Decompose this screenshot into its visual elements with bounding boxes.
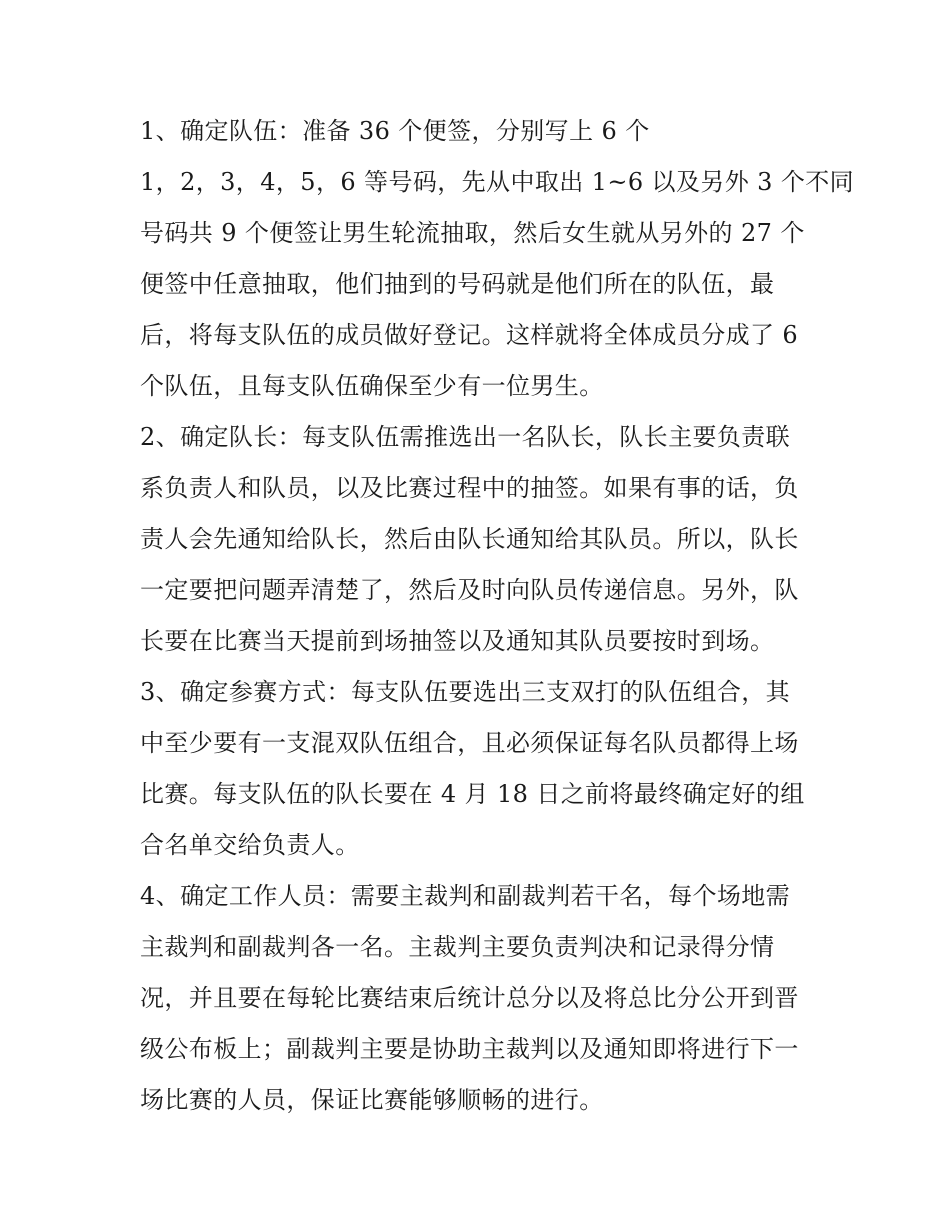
text-line: 系负责人和队员，以及比赛过程中的抽签。如果有事的话，负 [140,474,799,502]
text-line: 主裁判和副裁判各一名。主裁判主要负责判决和记录得分情 [140,933,775,961]
text-line: 1，2，3，4，5，6 等号码，先从中取出 1~6 以及另外 3 个不同 [140,168,855,196]
text-line: 3、确定参赛方式：每支队伍要选出三支双打的队伍组合，其 [140,678,791,706]
text-line: 2、确定队长：每支队伍需推选出一名队长，队长主要负责联 [140,423,791,451]
text-line: 场比赛的人员，保证比赛能够顺畅的进行。 [140,1086,604,1114]
text-line: 便签中任意抽取，他们抽到的号码就是他们所在的队伍，最 [140,270,775,298]
text-line: 比赛。每支队伍的队长要在 4 月 18 日之前将最终确定好的组 [140,780,805,808]
text-line: 1、确定队伍：准备 36 个便签，分别写上 6 个 [140,117,650,145]
text-line: 后，将每支队伍的成员做好登记。这样就将全体成员分成了 6 [140,321,799,349]
text-line: 长要在比赛当天提前到场抽签以及通知其队员要按时到场。 [140,627,775,655]
text-line: 4、确定工作人员：需要主裁判和副裁判若干名，每个场地需 [140,882,791,910]
text-line: 合名单交给负责人。 [140,831,360,859]
text-line: 级公布板上；副裁判主要是协助主裁判以及通知即将进行下一 [140,1035,799,1063]
text-line: 中至少要有一支混双队伍组合，且必须保证每名队员都得上场 [140,729,799,757]
text-line: 况，并且要在每轮比赛结束后统计总分以及将总比分公开到晋 [140,984,799,1012]
text-line: 一定要把问题弄清楚了，然后及时向队员传递信息。另外，队 [140,576,799,604]
document-body [140,106,855,1126]
text-line: 个队伍，且每支队伍确保至少有一位男生。 [140,372,604,400]
text-line: 号码共 9 个便签让男生轮流抽取，然后女生就从另外的 27 个 [140,219,805,247]
text-line: 责人会先通知给队长，然后由队长通知给其队员。所以，队长 [140,525,799,553]
